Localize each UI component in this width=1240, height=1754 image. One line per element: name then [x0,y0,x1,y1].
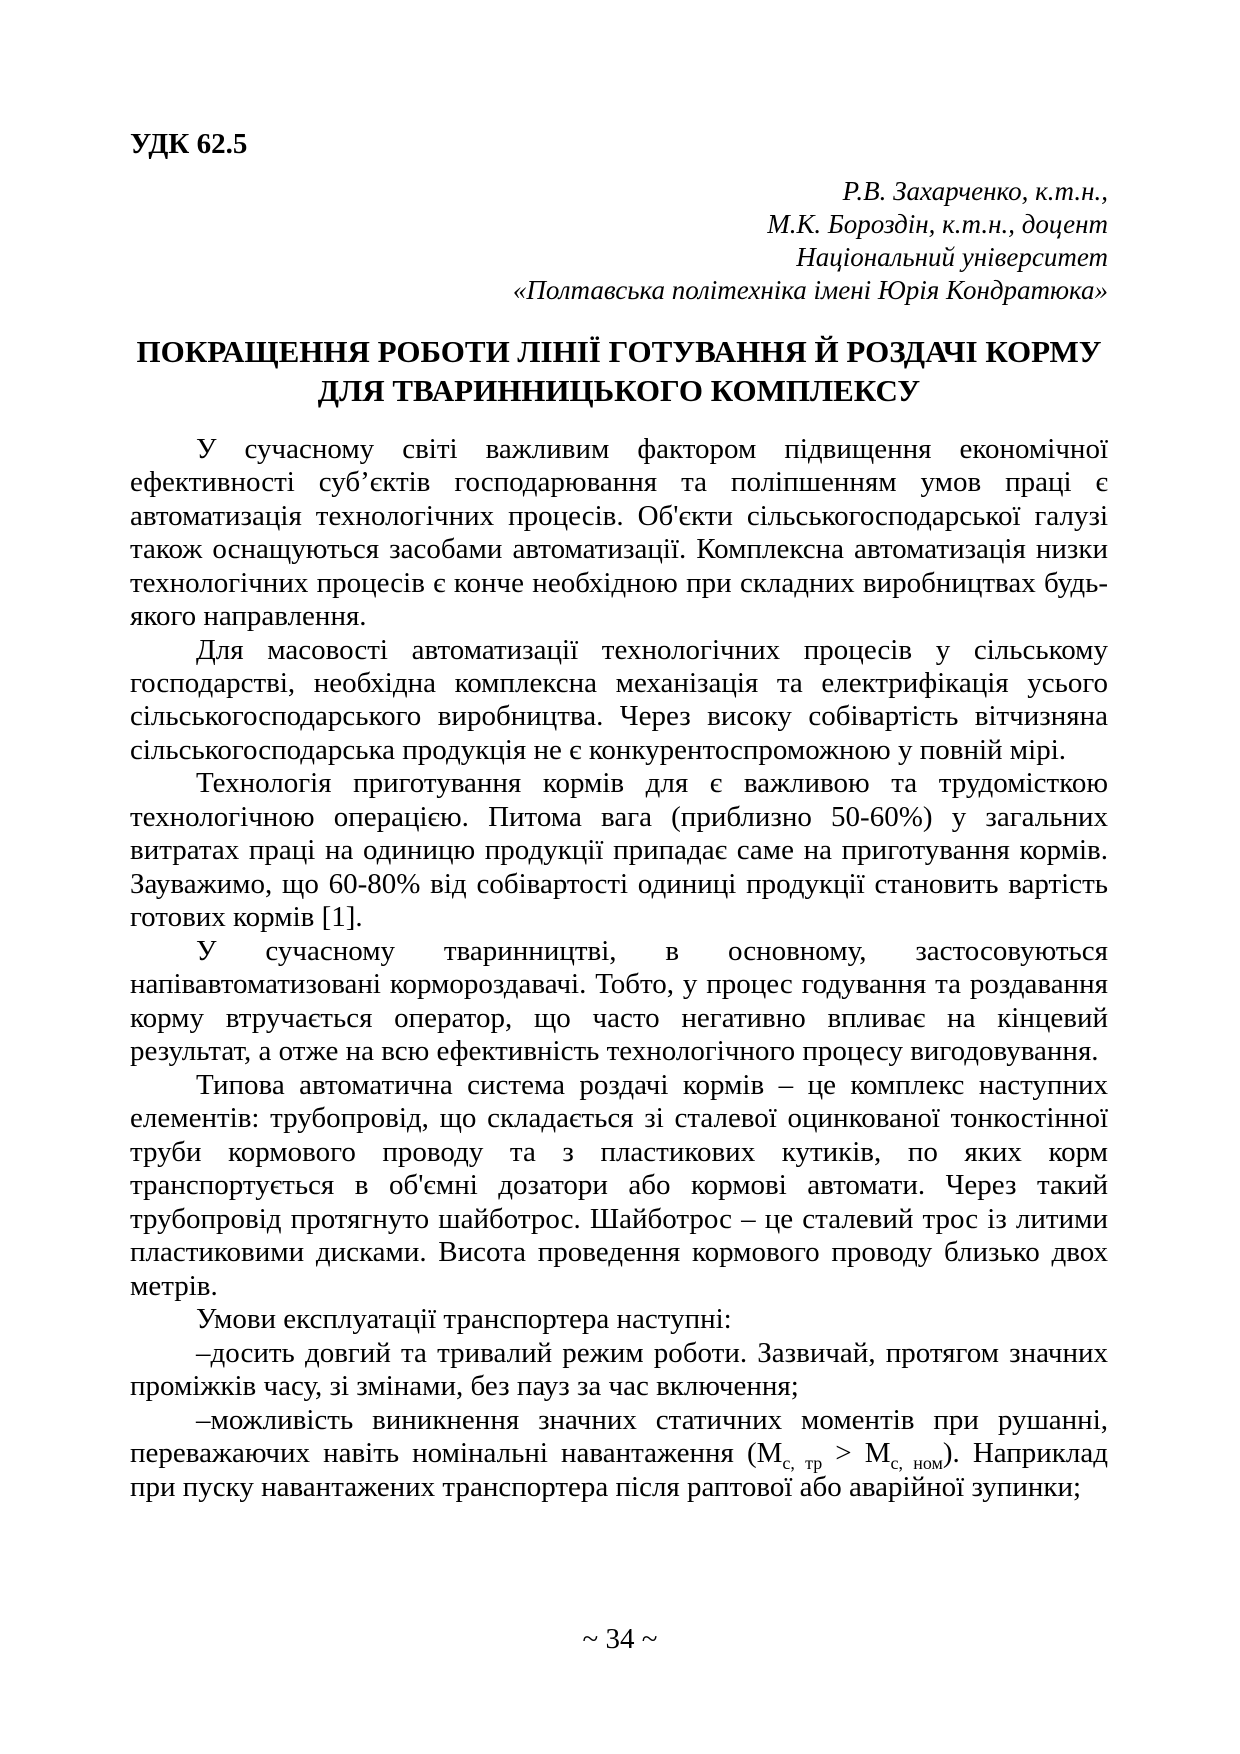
udc-code: УДК 62.5 [130,128,248,160]
paragraph-5: Типова автоматична система роздачі кормів – це комплекс наступних елементів: трубопровід, що складається зі сталевої оцинкованої тонкостінної труби кормового проводу та з пластикових кутиків, по яких корм транспортується в об'ємні дозатори або кормові автомати. Через такий трубопровід протягнуто шайботрос. Шайботрос – це сталевий трос із литими пластиковими дисками. Висота проведення кормового проводу близько двох метрів. [130,1068,1108,1302]
paragraph-1: У сучасному світі важливим фактором підвищення економічної ефективності суб’єктів господарювання та поліпшенням умов праці є автоматизація технологічних процесів. Об'єкти сільськогосподарської галузі також оснащуються засобами автоматизації. Комплексна автоматизація низки технологічних процесів є конче необхідною при складних виробництвах будь-якого направлення. [130,432,1108,633]
paragraph-2: Для масовості автоматизації технологічних процесів у сільському господарстві, необхідна комплексна механізація та електрифікація усього сільськогосподарського виробництва. Через високу собівартість вітчизняна сільськогосподарська продукція не є конкурентоспроможною у повній мірі. [130,633,1108,766]
page-number: ~ 34 ~ [582,1623,658,1655]
author-line-1: Р.В. Захарченко, к.т.н., [842,176,1108,207]
list-item-1: –досить довгий та тривалий режим роботи. Зазвичай, протягом значних проміжків часу, зі змінами, без пауз за час включення; [130,1336,1108,1403]
affiliation-line-2: «Полтавська політехніка імені Юрія Кондратюка» [512,275,1108,306]
page-content [130,128,1108,1504]
article-title: ПОКРАЩЕННЯ РОБОТИ ЛІНІЇ ГОТУВАННЯ Й РОЗДАЧІ КОРМУ ДЛЯ ТВАРИННИЦЬКОГО КОМПЛЕКСУ [136,334,1102,408]
affiliation-line-1: Національний університет [796,242,1108,273]
paragraph-4: У сучасному тваринництві, в основному, застосовуються напівавтоматизовані кормороздавачі. Тобто, у процес годування та роздавання корму втручається оператор, що часто негативно впливає на кінцевий результат, а отже на всю ефективність технологічного процесу вигодовування. [130,934,1108,1068]
paragraph-6: Умови експлуатації транспортера наступні: [196,1303,732,1336]
author-line-2: М.К. Бороздін, к.т.н., доцент [767,209,1108,240]
list-item-2: –можливість виникнення значних статичних моментів при рушанні, переважаючих навіть номінальні навантаження $(М_{с, тр} > М_{с, ном})$. Наприклад при пуску навантажених транспортера після раптової або аварійної зупинки; [130,1403,1108,1503]
paragraph-3: Технологія приготування кормів для є важливою та трудомісткою технологічною операцією. Питома вага (приблизно 50-60%) у загальних витратах праці на одиницю продукції припадає саме на приготування кормів. Зауважимо, що 60-80% від собівартості одиниці продукції становить вартість готових кормів [1]. [130,767,1108,934]
author-block [130,175,1108,307]
